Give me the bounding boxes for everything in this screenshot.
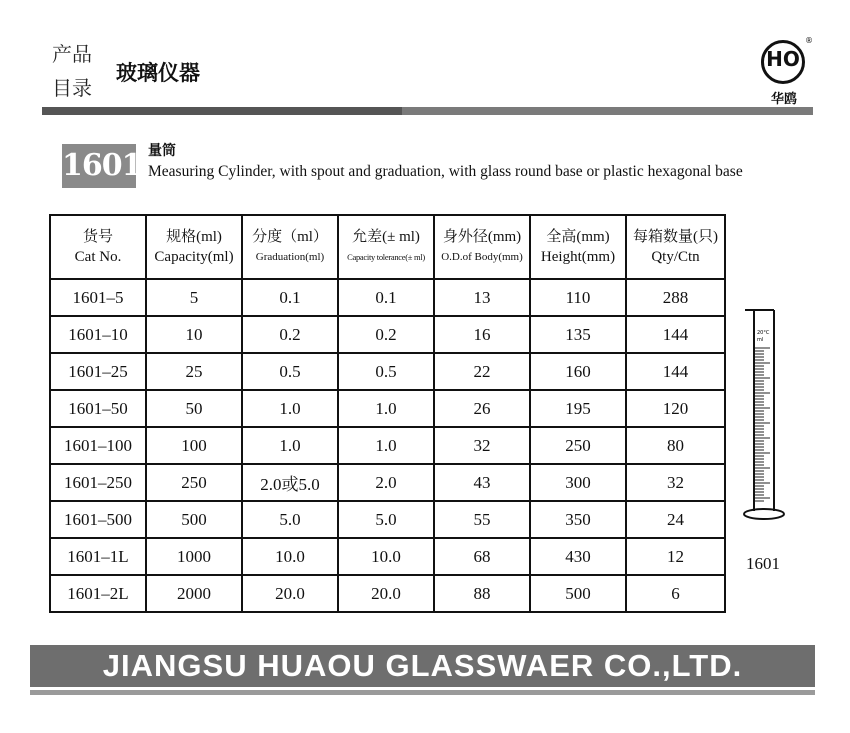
table-row (50, 316, 725, 353)
registered-mark: ® (805, 36, 813, 45)
table-cell: 88 (434, 575, 530, 612)
table-cell: 1601–50 (50, 390, 146, 427)
table-cell: 144 (626, 353, 725, 390)
table-cell: 120 (626, 390, 725, 427)
table-cell: 5 (146, 279, 242, 316)
table-cell: 144 (626, 316, 725, 353)
header-capacity: 规格(ml) Capacity(ml) (146, 215, 242, 279)
table-cell: 16 (434, 316, 530, 353)
table-cell: 10.0 (242, 538, 338, 575)
table-cell: 1601–25 (50, 353, 146, 390)
table-cell: 20.0 (242, 575, 338, 612)
table-cell: 1601–250 (50, 464, 146, 501)
cylinder-scale-temp: 20°C (757, 330, 770, 336)
catalog-logo-bottom: 目录 (52, 76, 92, 100)
table-cell: 250 (530, 427, 626, 464)
table-cell: 0.2 (242, 316, 338, 353)
figure-label: 1601 (746, 554, 780, 573)
table-row (50, 279, 725, 316)
header-tolerance: 允差(± ml) Capacity tolerance(± ml) (338, 215, 434, 279)
table-row (50, 575, 725, 612)
table-cell: 80 (626, 427, 725, 464)
table-cell: 160 (530, 353, 626, 390)
table-cell: 135 (530, 316, 626, 353)
table-row (50, 353, 725, 390)
table-cell: 1.0 (338, 427, 434, 464)
header-height: 全高(mm) Height(mm) (530, 215, 626, 279)
table-cell: 430 (530, 538, 626, 575)
table-cell: 24 (626, 501, 725, 538)
table-cell: 1601–10 (50, 316, 146, 353)
table-cell: 55 (434, 501, 530, 538)
table-cell: 1601–100 (50, 427, 146, 464)
header-graduation: 分度（ml） Graduation(ml) (242, 215, 338, 279)
table-cell: 300 (530, 464, 626, 501)
table-cell: 110 (530, 279, 626, 316)
table-cell: 2000 (146, 575, 242, 612)
table-cell: 1601–1L (50, 538, 146, 575)
spec-table (49, 214, 726, 613)
company-name: JIANGSU HUAOU GLASSWAER CO.,LTD. (102, 648, 743, 683)
table-cell: 22 (434, 353, 530, 390)
table-cell: 32 (626, 464, 725, 501)
table-cell: 2.0 (338, 464, 434, 501)
table-cell: 0.1 (338, 279, 434, 316)
table-row (50, 427, 725, 464)
table-cell: 50 (146, 390, 242, 427)
table-cell: 1601–2L (50, 575, 146, 612)
table-cell: 1601–500 (50, 501, 146, 538)
brand-logo (757, 36, 813, 108)
table-cell: 2.0或5.0 (242, 464, 338, 501)
table-cell: 68 (434, 538, 530, 575)
measuring-cylinder-icon (740, 306, 790, 526)
brand-circle-icon (761, 40, 805, 84)
table-cell: 13 (434, 279, 530, 316)
table-cell: 5.0 (242, 501, 338, 538)
table-cell: 0.5 (338, 353, 434, 390)
table-cell: 350 (530, 501, 626, 538)
brand-mark: HO (766, 47, 800, 71)
table-cell: 20.0 (338, 575, 434, 612)
table-cell: 6 (626, 575, 725, 612)
table-row (50, 464, 725, 501)
table-row (50, 538, 725, 575)
table-cell: 288 (626, 279, 725, 316)
table-cell: 500 (146, 501, 242, 538)
table-row (50, 390, 725, 427)
table-cell: 0.1 (242, 279, 338, 316)
table-cell: 1601–5 (50, 279, 146, 316)
header-cat-no: 货号 Cat No. (50, 215, 146, 279)
catalog-logo-top: 产品 (52, 42, 92, 66)
table-cell: 26 (434, 390, 530, 427)
table-cell: 0.5 (242, 353, 338, 390)
table-row (50, 501, 725, 538)
table-cell: 1.0 (242, 427, 338, 464)
table-cell: 1000 (146, 538, 242, 575)
table-cell: 10 (146, 316, 242, 353)
table-cell: 250 (146, 464, 242, 501)
header-divider-accent (42, 107, 402, 115)
table-cell: 32 (434, 427, 530, 464)
table-cell: 100 (146, 427, 242, 464)
table-cell: 5.0 (338, 501, 434, 538)
brand-name: 华鸥 (770, 92, 797, 107)
product-name-cn: 量筒 (148, 143, 176, 159)
header-qty: 每箱数量(只) Qty/Ctn (626, 215, 725, 279)
product-description: Measuring Cylinder, with spout and graduation, with glass round base or plastic hexagonal base (148, 163, 743, 180)
table-cell: 25 (146, 353, 242, 390)
table-cell: 43 (434, 464, 530, 501)
table-cell: 0.2 (338, 316, 434, 353)
header-od: 身外径(mm) O.D.of Body(mm) (434, 215, 530, 279)
cylinder-scale-unit: ml (757, 337, 764, 343)
table-cell: 1.0 (338, 390, 434, 427)
table-cell: 1.0 (242, 390, 338, 427)
table-cell: 10.0 (338, 538, 434, 575)
catalog-title: 玻璃仪器 (116, 61, 200, 85)
table-header-row (50, 215, 725, 279)
table-cell: 500 (530, 575, 626, 612)
table-cell: 12 (626, 538, 725, 575)
footer-divider (30, 690, 815, 695)
product-code-badge: 1601 (62, 144, 136, 188)
table-cell: 195 (530, 390, 626, 427)
